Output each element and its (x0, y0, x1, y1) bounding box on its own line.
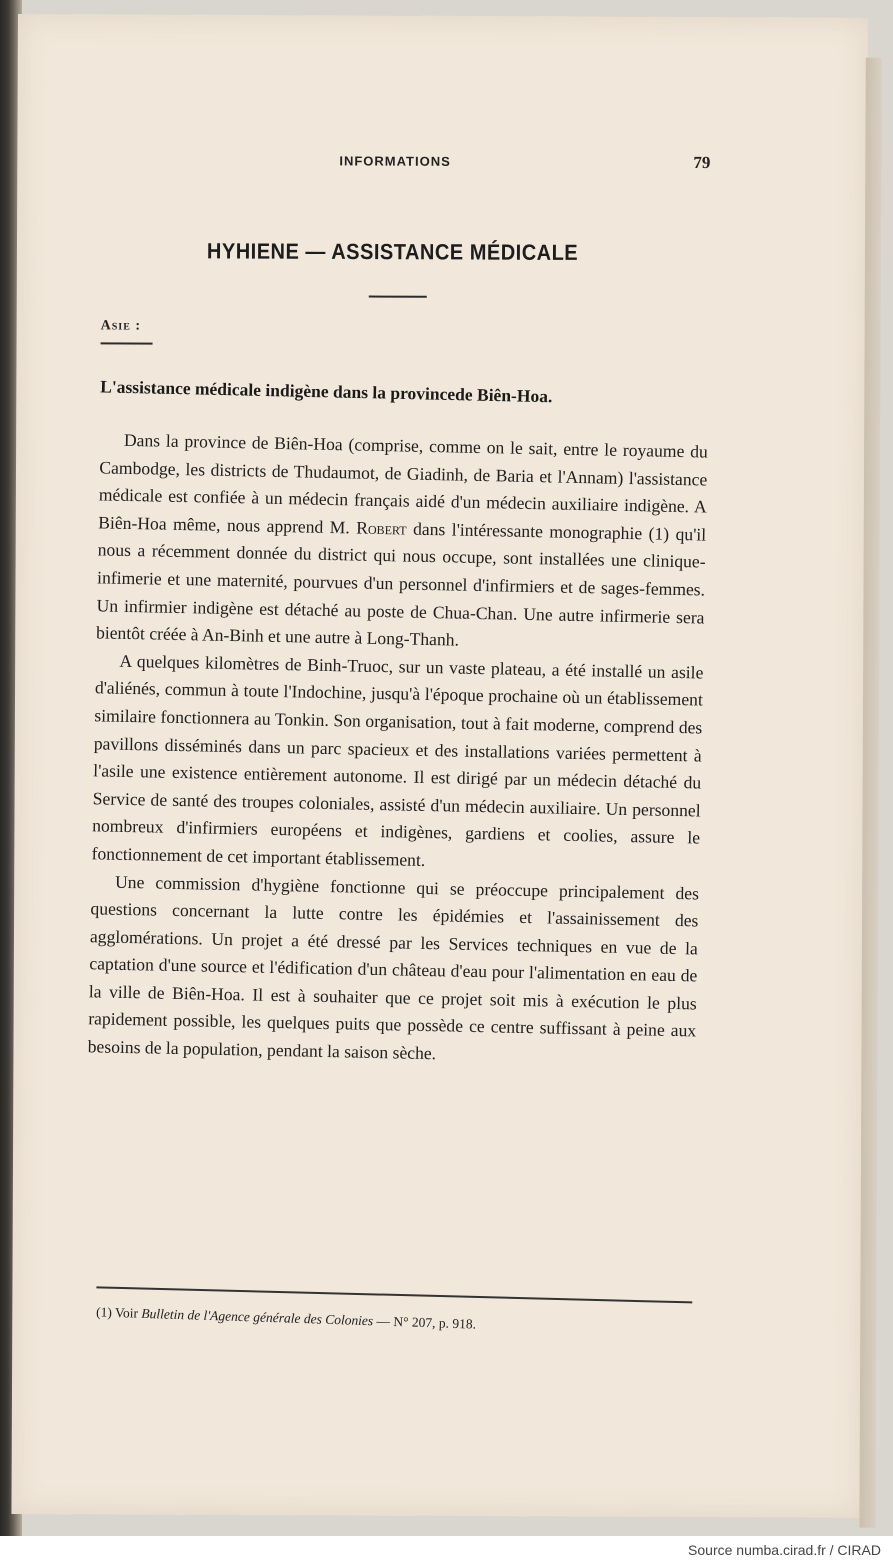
source-credit: Source numba.cirad.fr / CIRAD (688, 1542, 881, 1558)
footnote (96, 1304, 696, 1339)
page-number: 79 (693, 152, 711, 173)
footnote-title: Bulletin de l'Agence générale des Colonies (141, 1305, 374, 1329)
author-name: Robert (356, 517, 407, 539)
running-head: INFORMATIONS (339, 153, 451, 169)
document-page (11, 14, 868, 1518)
footnote-reference: — N° 207, p. 918. (372, 1313, 477, 1332)
footnote-marker: (1) Voir (95, 1304, 142, 1321)
paragraph-1 (96, 426, 708, 659)
footnote-rule (96, 1286, 692, 1303)
title-rule (369, 296, 427, 298)
paragraph-3: Une commission d'hygiène fonctionne qui se préoccupe principalement des questions concernant la lutte contre les épidémies et l'assainissement des agglomérations. Un projet a été dressé par les Services techniques en vue de la captation d'une source et l'édification d'un château d'eau pour l'alimentation en eau de la ville de Biên-Hoa. Il est à souhaiter que ce projet soit mis à exécution le plus rapidement possible, les quelques puits que possède ce centre suffissant à peine aux besoins de la population, pendant la saison sèche. (87, 871, 700, 1064)
article-body (87, 426, 708, 1073)
article-heading: L'assistance médicale indigène dans la provincede Biên-Hoa. (99, 376, 553, 407)
region-label: Asie : (100, 318, 142, 334)
paragraph-1-end: dans l'intéressante monographie (1) qu'il nous a récemment donnée du district qui nous occupe, sont installées une clinique-infimerie et une maternité, pourvues d'un personnel d'infirmiers et de sages-femmes. Un infirmier indigène est détaché au poste de Chua-Chan. Une autre infirmerie sera bientôt créée à An-Binh et une autre à Long-Thanh. (95, 518, 707, 650)
section-title: HYHIENE — ASSISTANCE MÉDICALE (206, 239, 579, 266)
page-edge (859, 58, 881, 1528)
region-rule (101, 342, 153, 344)
paragraph-2: A quelques kilomètres de Binh-Truoc, sur un vaste plateau, a été installé un asile d'aliénés, commun à toute l'Indochine, jusqu'à l'époque prochaine où un établissement similaire fonctionnera au Tonkin. Son organisation, tout à fait moderne, comprend des pavillons disséminés dans un parc spacieux et des installations variées permettent à l'asile une existence entièrement autonome. Il est dirigé par un médecin détaché du Service de santé des troupes coloniales, assisté d'un médecin auxiliaire. Un personnel nombreux d'infirmiers européens et indigènes, gardiens et coolies, assure le fonctionnement de cet important établissement. (91, 650, 704, 870)
paragraph-1-start: Dans la province de Biên-Hoa (comprise, comme on le sait, entre le royaume du Cambodge, les districts de Thudaumot, de Giadinh, de Baria et l'Annam) l'assistance médicale est confiée à un médecin français aidé d'un médecin auxiliaire indigène. A Biên-Hoa même, nous apprend M. (98, 429, 709, 538)
